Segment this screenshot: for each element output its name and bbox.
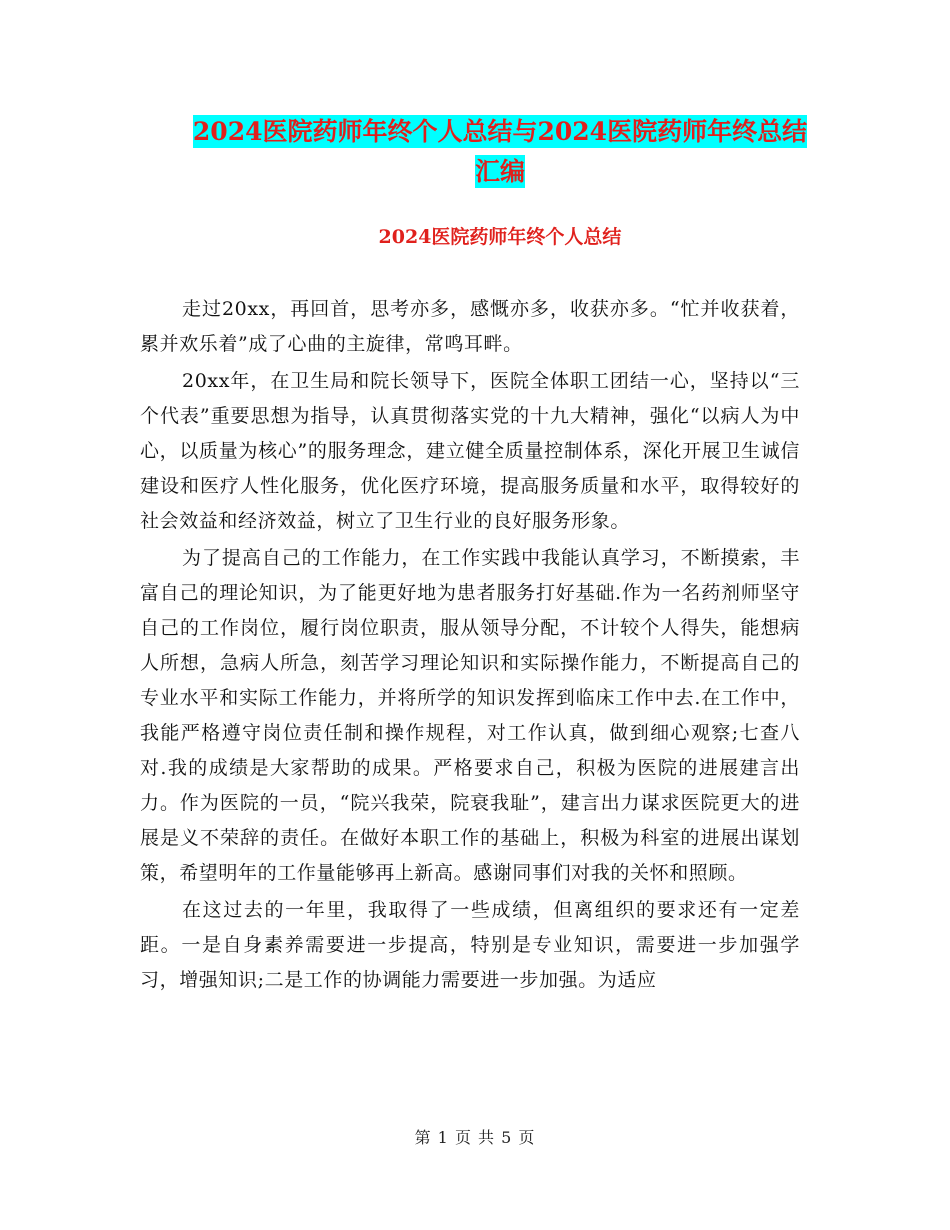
body-text bbox=[140, 292, 800, 1000]
paragraph-2: 20xx年，在卫生局和院长领导下，医院全体职工团结一心，坚持以“三个代表”重要思想为指导，认真贯彻落实党的十九大精神，强化“以病人为中心，以质量为核心”的服务理念，建立健全质量控制体系，深化开展卫生诚信建设和医疗人性化服务，优化医疗环境，提高服务质量和水平，取得较好的社会效益和经济效益，树立了卫生行业的良好服务形象。 bbox=[140, 370, 800, 532]
paragraph-1: 走过20xx，再回首，思考亦多，感慨亦多，收获亦多。“忙并收获着，累并欢乐着”成了心曲的主旋律，常鸣耳畔。 bbox=[140, 298, 800, 355]
section-title: 2024医院药师年终个人总结 bbox=[378, 226, 622, 248]
page-footer: 第 1 页 共 5 页 bbox=[414, 1128, 536, 1147]
paragraph-3: 为了提高自己的工作能力，在工作实践中我能认真学习，不断摸索，丰富自己的理论知识，为了能更好地为患者服务打好基础.作为一名药剂师坚守自己的工作岗位，履行岗位职责，服从领导分配，不计较个人得失，能想病人所想，急病人所急，刻苦学习理论知识和实际操作能力，不断提高自己的专业水平和实际工作能力，并将所学的知识发挥到临床工作中去.在工作中，我能严格遵守岗位责任制和操作规程，对工作认真，做到细心观察;七查八对.我的成绩是大家帮助的成果。严格要求自己，积极为医院的进展建言出力。作为医院的一员，“院兴我荣，院衰我耻”，建言出力谋求医院更大的进展是义不荣辞的责任。在做好本职工作的基础上，积极为科室的进展出谋划策，希望明年的工作量能够再上新高。感谢同事们对我的关怀和照顾。 bbox=[140, 547, 800, 884]
document-title bbox=[140, 112, 860, 192]
document-title-line1: 2024医院药师年终个人总结与2024医院药师年终总结 bbox=[192, 117, 808, 146]
paragraph-4: 在这过去的一年里，我取得了一些成绩，但离组织的要求还有一定差距。一是自身素养需要进一步提高，特别是专业知识，需要进一步加强学习，增强知识;二是工作的协调能力需要进一步加强。为适应 bbox=[140, 899, 800, 991]
document-title-line2: 汇编 bbox=[474, 157, 525, 186]
